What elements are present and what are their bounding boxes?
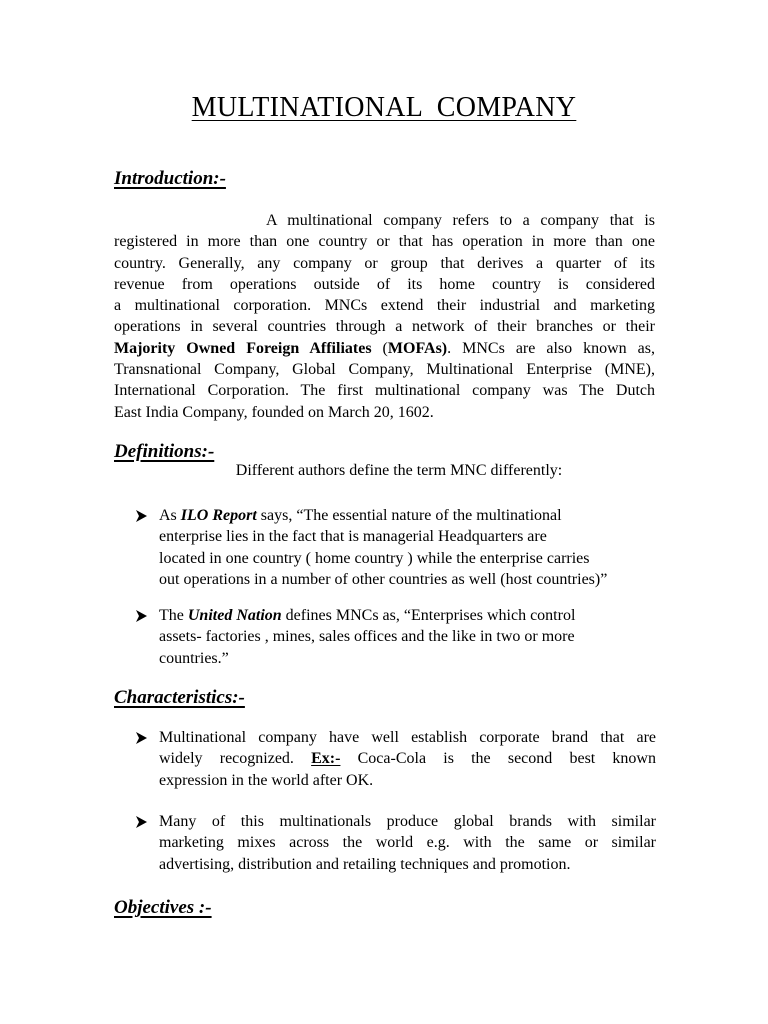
bullet-line: Many of this multinationals produce global brands with similar	[159, 813, 656, 830]
bullet-line: marketing mixes across the world e.g. with the same or similar	[159, 834, 656, 852]
bullet-pre: The	[159, 607, 188, 624]
bullet-line: out operations in a number of other countries as well (host countries)”	[159, 570, 608, 588]
mofa-term: Majority Owned Foreign Affiliates	[114, 339, 372, 357]
objectives-heading: Objectives :-	[114, 897, 212, 918]
paragraph-line: East India Company, founded on March 20, 1602.	[114, 403, 434, 421]
bullet-line	[159, 748, 656, 769]
paragraph-line: revenue from operations outside of its home country is considered	[114, 275, 655, 293]
paragraph-line: A multinational company refers to a company that is	[266, 212, 655, 229]
bullet-line: advertising, distribution and retailing techniques and promotion.	[159, 855, 571, 873]
paragraph-line: country. Generally, any company or group that derives a quarter of its	[114, 254, 655, 272]
ilo-report-term: ILO Report	[180, 507, 257, 524]
paragraph-line: a multinational corporation. MNCs extend their industrial and marketing	[114, 297, 655, 315]
paragraph-line	[114, 338, 655, 359]
mofa-tail: . MNCs are also known as,	[447, 339, 655, 357]
mofa-abbreviation: MOFAs)	[387, 339, 448, 357]
arrow-bullet-icon	[134, 505, 150, 526]
example-label: Ex:-	[311, 750, 341, 768]
paragraph-line: registered in more than one country or that has operation in more than one	[114, 233, 655, 251]
bullet-line: countries.”	[159, 649, 229, 667]
bullet-pre: widely recognized.	[159, 750, 312, 768]
united-nation-term: United Nation	[187, 607, 282, 624]
mofa-paren: (	[371, 339, 388, 357]
bullet-line: expression in the world after OK.	[159, 771, 374, 789]
bullet-line	[159, 605, 656, 626]
bullet-line	[159, 505, 656, 526]
bullet-line: located in one country ( home country ) while the enterprise carries	[159, 549, 590, 567]
introduction-paragraph	[114, 210, 655, 423]
paragraph-line: Transnational Company, Global Company, Multinational Enterprise (MNE),	[114, 361, 655, 379]
arrow-bullet-icon	[134, 811, 150, 832]
page-title: MULTINATIONAL COMPANY	[191, 92, 577, 123]
bullet-pre: As	[159, 507, 181, 524]
introduction-heading: Introduction:-	[114, 168, 226, 189]
bullet-post: defines MNCs as, “Enterprises which control	[281, 607, 576, 624]
characteristics-heading: Characteristics:-	[114, 687, 245, 708]
arrow-bullet-icon	[134, 605, 150, 626]
paragraph-line: operations in several countries through a network of their branches or their	[114, 318, 655, 336]
definitions-heading: Definitions:-	[114, 441, 215, 462]
bullet-post: Coca-Cola is the second best known	[340, 750, 656, 768]
bullet-line: assets- factories , mines, sales offices and the like in two or more	[159, 628, 575, 646]
bullet-line: enterprise lies in the fact that is managerial Headquarters are	[159, 528, 547, 546]
paragraph-line: International Corporation. The first multinational company was The Dutch	[114, 382, 655, 400]
arrow-bullet-icon	[134, 727, 150, 748]
definitions-intro: Different authors define the term MNC differently:	[235, 462, 563, 479]
bullet-post: says, “The essential nature of the multinational	[256, 507, 562, 524]
bullet-line: Multinational company have well establish corporate brand that are	[159, 729, 656, 746]
